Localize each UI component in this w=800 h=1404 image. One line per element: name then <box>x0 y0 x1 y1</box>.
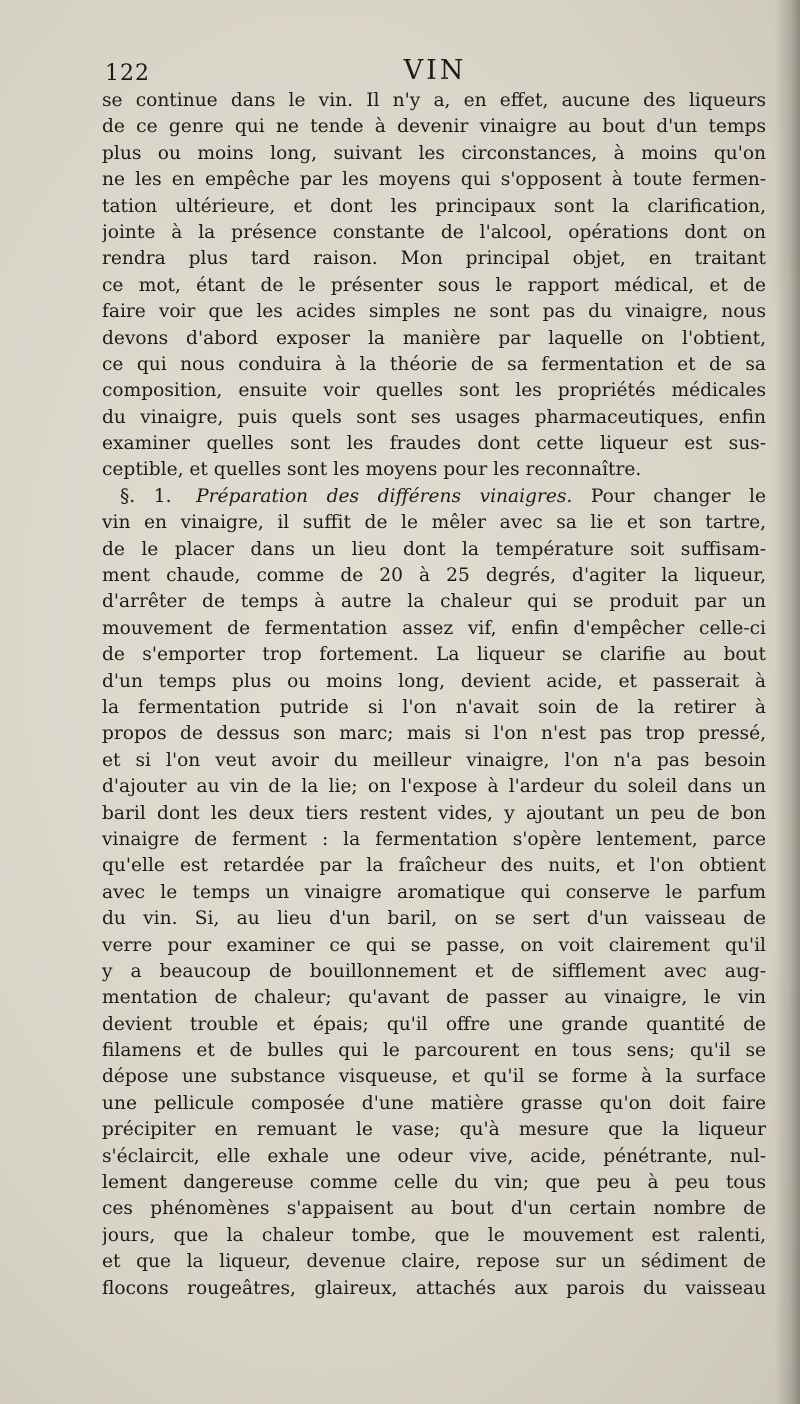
text-line: vinaigre de ferment : la fermentation s'opère lentement, parce <box>102 828 766 850</box>
section-heading-line <box>102 484 766 510</box>
text-line: examiner quelles sont les fraudes dont cette liqueur est sus- <box>102 433 766 455</box>
text-line: jointe à la présence constante de l'alcool, opérations dont on <box>102 221 766 243</box>
body-text <box>102 88 766 1302</box>
text-line: dépose une substance visqueuse, et qu'il se forme à la surface <box>102 1066 766 1088</box>
text-line: d'arrêter de temps à autre la chaleur qui se produit par un <box>102 591 766 613</box>
paragraph-2 <box>102 484 766 1302</box>
text-line: devient trouble et épais; qu'il offre une grande quantité de <box>102 1013 766 1035</box>
text-line: de ce genre qui ne tende à devenir vinaigre au bout d'un temps <box>102 116 766 138</box>
text-line: composition, ensuite voir quelles sont les propriétés médicales <box>102 380 766 402</box>
text-line: d'un temps plus ou moins long, devient acide, et passerait à <box>102 670 766 692</box>
text-line: mentation de chaleur; qu'avant de passer au vinaigre, le vin <box>102 987 766 1009</box>
text-line: ne les en empêche par les moyens qui s'opposent à toute fermen- <box>102 169 766 191</box>
text-line: une pellicule composée d'une matière grasse qu'on doit faire <box>102 1092 766 1114</box>
text-line: devons d'abord exposer la manière par laquelle on l'obtient, <box>102 327 766 349</box>
text-line: ce mot, étant de le présenter sous le rapport médical, et de <box>102 274 766 296</box>
text-line: flocons rougeâtres, glaireux, attachés aux parois du vaisseau <box>102 1277 766 1299</box>
text-line: ce qui nous conduira à la théorie de sa fermentation et de sa <box>102 353 766 375</box>
text-line: plus ou moins long, suivant les circonstances, à moins qu'on <box>102 142 766 164</box>
spine-shadow <box>774 0 800 1404</box>
text-line: faire voir que les acides simples ne sont pas du vinaigre, nous <box>102 301 766 323</box>
text-line: du vinaigre, puis quels sont ses usages pharmaceutiques, enfin <box>102 406 766 428</box>
text-line: la fermentation putride si l'on n'avait soin de la retirer à <box>102 696 766 718</box>
text-line: s'éclaircit, elle exhale une odeur vive, acide, pénétrante, nul- <box>102 1145 766 1167</box>
paragraph-1 <box>102 88 766 484</box>
text-line: mouvement de fermentation assez vif, enfin d'empêcher celle-ci <box>102 617 766 639</box>
text-line: ces phénomènes s'appaisent au bout d'un certain nombre de <box>102 1198 766 1220</box>
text-line: de s'emporter trop fortement. La liqueur se clarifie au bout <box>102 644 766 666</box>
section-title: Préparation des différens vinaigres. <box>196 485 573 507</box>
text-line: précipiter en remuant le vase; qu'à mesure que la liqueur <box>102 1119 766 1141</box>
section-first-line-rest: Pour changer le <box>590 485 766 507</box>
text-line: ceptible, et quelles sont les moyens pour les reconnaître. <box>102 459 642 481</box>
text-line: de le placer dans un lieu dont la température soit suffisam- <box>102 538 766 560</box>
text-line: et si l'on veut avoir du meilleur vinaigre, l'on n'a pas besoin <box>102 749 766 771</box>
text-line: y a beaucoup de bouillonnement et de sifflement avec aug- <box>102 960 766 982</box>
page-number: 122 <box>105 61 150 86</box>
text-line: se continue dans le vin. Il n'y a, en effet, aucune des liqueurs <box>102 90 766 111</box>
text-line: lement dangereuse comme celle du vin; que peu à peu tous <box>102 1172 766 1194</box>
text-line: tation ultérieure, et dont les principaux sont la clarification, <box>102 195 766 217</box>
text-line: rendra plus tard raison. Mon principal objet, en traitant <box>102 248 766 270</box>
text-line: d'ajouter au vin de la lie; on l'expose à l'ardeur du soleil dans un <box>102 776 766 798</box>
text-line: vin en vinaigre, il suffit de le mêler avec sa lie et son tartre, <box>102 512 766 534</box>
text-line: avec le temps un vinaigre aromatique qui conserve le parfum <box>102 881 766 903</box>
text-line: ment chaude, comme de 20 à 25 degrés, d'agiter la liqueur, <box>102 565 766 587</box>
section-number: §. 1. <box>120 485 172 507</box>
text-line: baril dont les deux tiers restent vides, y ajoutant un peu de bon <box>102 802 766 824</box>
text-line: jours, que la chaleur tombe, que le mouvement est ralenti, <box>102 1224 766 1246</box>
text-line: propos de dessus son marc; mais si l'on n'est pas trop pressé, <box>102 723 766 745</box>
text-line: qu'elle est retardée par la fraîcheur des nuits, et l'on obtient <box>102 855 766 877</box>
text-line: et que la liqueur, devenue claire, repose sur un sédiment de <box>102 1251 766 1273</box>
text-line: filamens et de bulles qui le parcourent en tous sens; qu'il se <box>102 1040 766 1062</box>
text-line: du vin. Si, au lieu d'un baril, on se sert d'un vaisseau de <box>102 908 766 930</box>
text-line: verre pour examiner ce qui se passe, on voit clairement qu'il <box>102 934 766 956</box>
running-head: VIN <box>403 55 467 86</box>
